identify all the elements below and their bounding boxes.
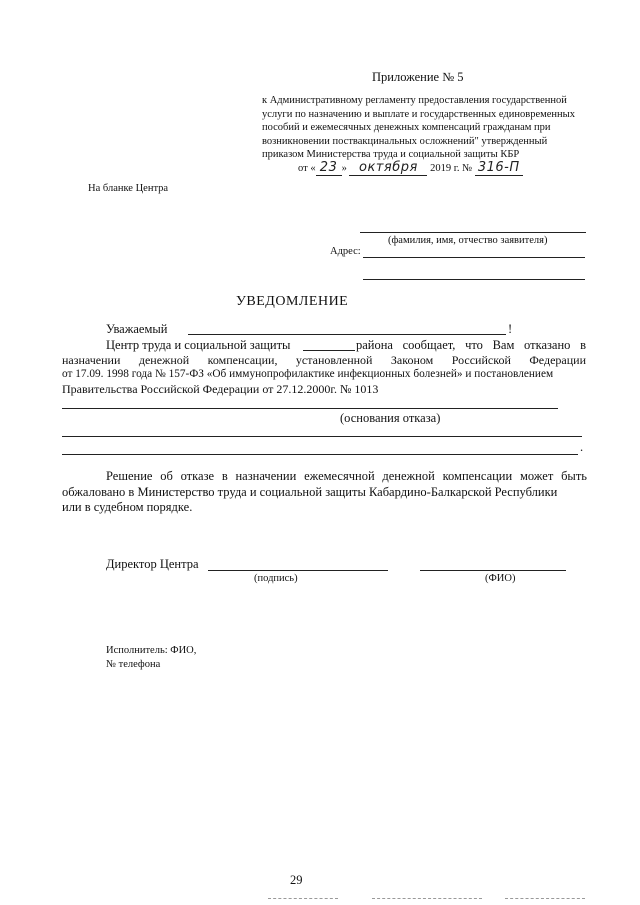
- page-number: 29: [290, 873, 303, 887]
- appendix-date-line: [298, 160, 523, 176]
- executor-name: Исполнитель: ФИО,: [106, 645, 197, 656]
- fio-caption: (ФИО): [485, 573, 516, 584]
- p2-line3: или в судебном порядке.: [62, 500, 193, 514]
- signature-caption: (подпись): [254, 573, 298, 584]
- notice-title: УВЕДОМЛЕНИЕ: [236, 294, 349, 309]
- address-line-2: [363, 279, 585, 280]
- reason-caption: (основания отказа): [340, 411, 441, 425]
- p1-line4: Правительства Российской Федерации от 27.12.2000г. № 1013: [62, 382, 379, 396]
- date-prefix: от «: [298, 163, 316, 174]
- p2-line2: обжаловано в Министерство труда и социальной защиты Кабардино-Балкарской Республики: [62, 485, 558, 499]
- date-year: 2019 г. №: [430, 163, 473, 174]
- date-mid: »: [341, 163, 347, 174]
- district-blank-line: [303, 350, 355, 351]
- appendix-ref-line-3: пособий и ежемесячных денежных компенсаций гражданам при: [262, 122, 551, 133]
- appendix-ref-line-5: приказом Министерства труда и социальной защиты КБР: [262, 149, 520, 160]
- p1-line3: от 17.09. 1998 года № 157-ФЗ «Об иммунопрофилактике инфекционных болезней» и постановлением: [62, 368, 554, 380]
- scan-artifact: [268, 898, 338, 899]
- signature-label: Директор Центра: [106, 557, 199, 571]
- date-month-handwritten: октября: [349, 160, 427, 176]
- appendix-ref-line-1: к Административному регламенту предоставления государственной: [262, 95, 567, 106]
- p1-line2: назначении денежной компенсации, установленной Законом Российской Федерации: [62, 353, 586, 367]
- reason-line-2: [62, 436, 582, 437]
- scan-artifact: [372, 898, 482, 899]
- p1-line1-start: Центр труда и социальной защиты: [106, 338, 291, 352]
- appendix-ref-line-4: возникновении поствакцинальных осложнений" утвержденный: [262, 135, 548, 147]
- signature-line: [208, 570, 388, 571]
- appendix-reference: [262, 94, 587, 162]
- executor-phone: № телефона: [106, 659, 161, 670]
- date-day-handwritten: 23: [316, 160, 342, 176]
- scan-artifact: [505, 898, 585, 899]
- appendix-title: Приложение № 5: [372, 70, 464, 84]
- p1-line1-end: района сообщает, что Вам отказано в: [356, 338, 586, 352]
- reason-period: .: [580, 440, 584, 454]
- reason-line-1: [62, 408, 558, 409]
- recipient-name-caption: (фамилия, имя, отчество заявителя): [388, 235, 548, 246]
- recipient-name-line: [360, 232, 586, 233]
- greeting-name-line: [188, 334, 506, 335]
- fio-line: [420, 570, 566, 571]
- date-number-handwritten: 316-П: [475, 160, 523, 176]
- appendix-ref-line-2: услуги по назначению и выплате и государственных единовременных: [262, 108, 575, 120]
- address-line-1: [363, 257, 585, 258]
- letterhead-note: На бланке Центра: [88, 183, 169, 194]
- p2-line1: Решение об отказе в назначении ежемесячной денежной компенсации может быть: [106, 469, 587, 483]
- address-label: Адрес:: [330, 246, 361, 257]
- reason-line-3: [62, 454, 578, 455]
- greeting-exclaim: !: [508, 322, 513, 336]
- greeting-label: Уважаемый: [106, 322, 168, 336]
